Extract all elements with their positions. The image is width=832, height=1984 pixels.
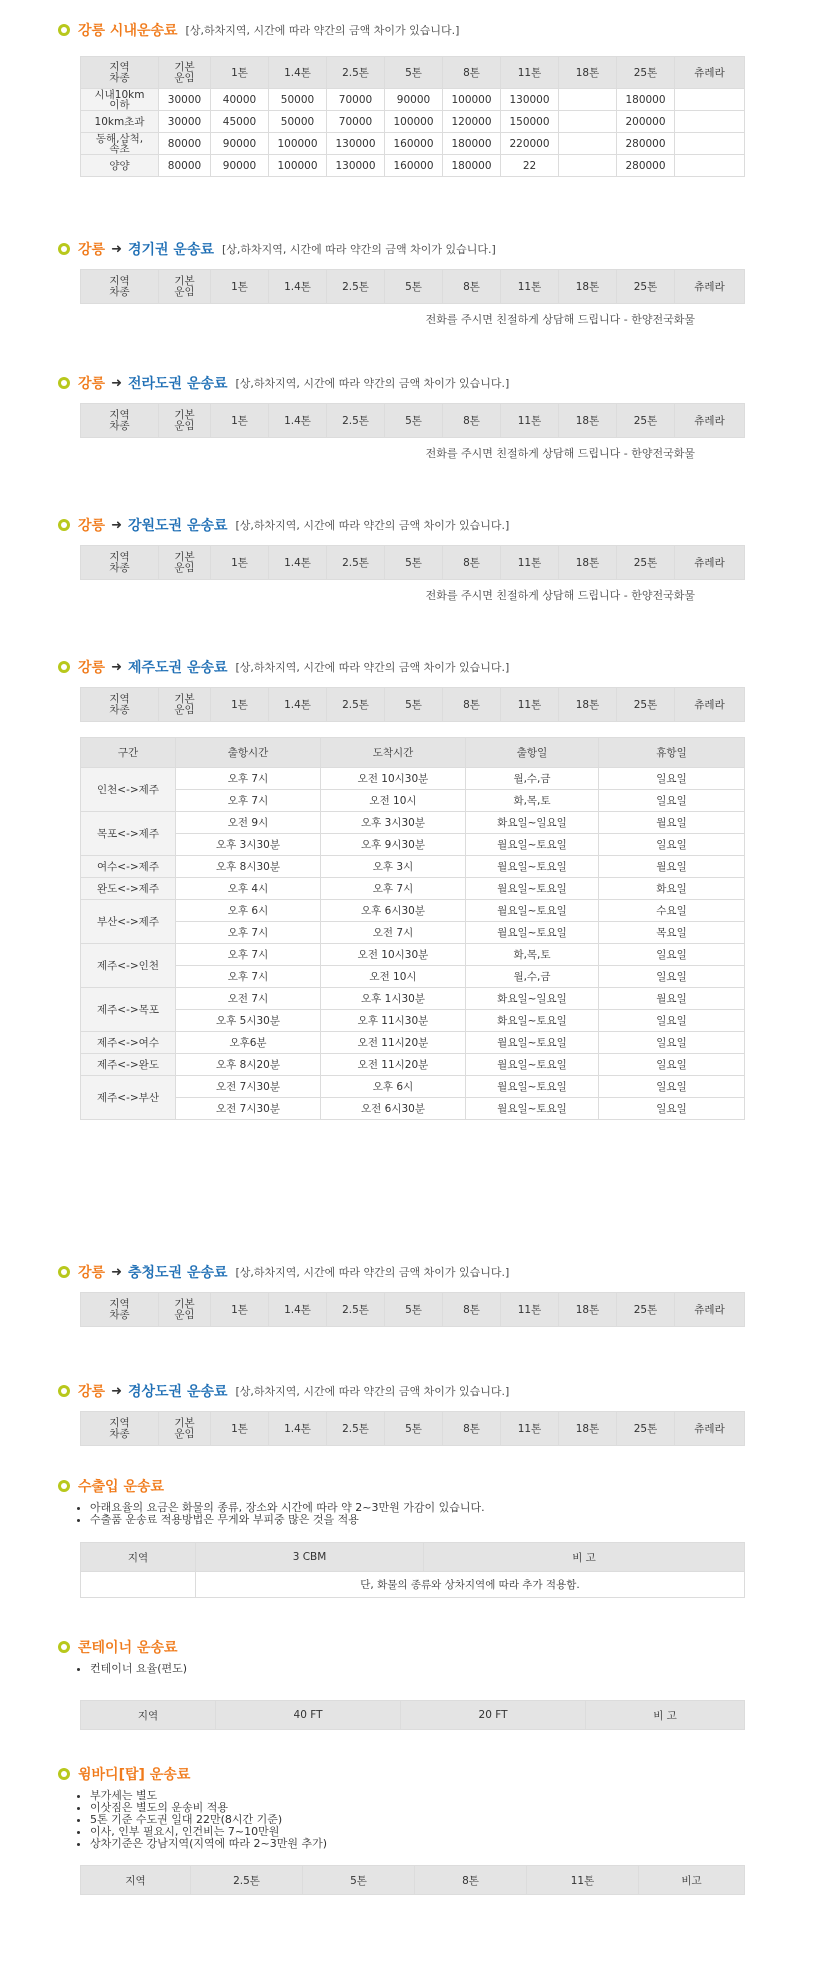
rate-table xyxy=(80,269,745,304)
rate-cell: 130000 xyxy=(501,89,559,111)
title-note: [상,하차지역, 시간에 따라 약간의 금액 차이가 있습니다.] xyxy=(235,519,510,532)
schedule-cell: 수요일 xyxy=(599,900,745,922)
row-label: 동해,삼척, 속초 xyxy=(81,133,159,155)
schedule-cell: 오전 7시30분 xyxy=(176,1076,321,1098)
schedule-cell: 월요일~토요일 xyxy=(466,1054,599,1076)
contact-note: 전화를 주시면 친절하게 상담해 드립니다 - 한양전국화물 xyxy=(425,313,695,326)
header-ton: 1.4톤 xyxy=(269,57,327,89)
list-item: • 컨테이너 요율(편도) xyxy=(90,1663,758,1675)
schedule-cell: 일요일 xyxy=(599,944,745,966)
header-ton: 2.5톤 xyxy=(327,1293,385,1327)
header-ton: 18톤 xyxy=(559,57,617,89)
title-note: [상,하차지역, 시간에 따라 약간의 금액 차이가 있습니다.] xyxy=(235,1385,510,1398)
schedule-cell: 오후 3시 xyxy=(321,856,466,878)
section-gyeonggi xyxy=(58,239,758,326)
arrow-right-icon: ➜ xyxy=(111,517,122,533)
header-ton: 츄레라 xyxy=(675,1412,745,1446)
header-ton: 8톤 xyxy=(443,688,501,722)
schedule-cell: 오전 10시 xyxy=(321,966,466,988)
header-ton: 8톤 xyxy=(443,1293,501,1327)
bullet-icon xyxy=(58,519,70,531)
title-note: [상,하차지역, 시간에 따라 약간의 금액 차이가 있습니다.] xyxy=(185,24,460,37)
list-item: • 부가세는 별도 xyxy=(90,1790,758,1802)
header-ton: 18톤 xyxy=(559,270,617,304)
title-text: 강릉 시내운송료 xyxy=(78,23,178,39)
rate-cell: 160000 xyxy=(385,155,443,177)
schedule-cell: 월요일~토요일 xyxy=(466,856,599,878)
route-cell: 인천<->제주 xyxy=(81,768,176,812)
header-ton: 츄레라 xyxy=(675,1293,745,1327)
route-cell: 부산<->제주 xyxy=(81,900,176,944)
header-cell: 출항시간 xyxy=(176,738,321,768)
header-cell: 구간 xyxy=(81,738,176,768)
rate-cell: 80000 xyxy=(159,133,211,155)
header-cell: 5톤 xyxy=(303,1866,415,1895)
header-cell: 비 고 xyxy=(424,1543,745,1572)
section-chungcheong xyxy=(58,1262,758,1321)
header-ton: 1.4톤 xyxy=(269,1293,327,1327)
header-ton: 18톤 xyxy=(559,1293,617,1327)
title-note: [상,하차지역, 시간에 따라 약간의 금액 차이가 있습니다.] xyxy=(235,377,510,390)
bullet-icon xyxy=(58,1266,70,1278)
title-origin: 강릉 xyxy=(78,1384,106,1400)
rate-cell: 50000 xyxy=(269,111,327,133)
rate-cell xyxy=(675,155,745,177)
rate-table xyxy=(80,687,745,722)
list-item: • 5톤 기준 수도권 일대 22만(8시간 기준) xyxy=(90,1814,758,1826)
rate-cell: 160000 xyxy=(385,133,443,155)
schedule-cell: 오후 4시 xyxy=(176,878,321,900)
header-ton: 8톤 xyxy=(443,1412,501,1446)
header-cell: 2.5톤 xyxy=(191,1866,303,1895)
schedule-cell: 화요일~일요일 xyxy=(466,812,599,834)
schedule-cell: 오후 7시 xyxy=(176,922,321,944)
route-cell: 제주<->목포 xyxy=(81,988,176,1032)
header-ton: 1.4톤 xyxy=(269,546,327,580)
header-cell: 지역 xyxy=(81,1701,216,1730)
header-ton: 1톤 xyxy=(211,404,269,438)
header-ton: 18톤 xyxy=(559,1412,617,1446)
header-ton: 11톤 xyxy=(501,57,559,89)
header-ton: 18톤 xyxy=(559,404,617,438)
schedule-cell: 월,수,금 xyxy=(466,768,599,790)
header-base-fare: 기본 운임 xyxy=(159,1293,211,1327)
arrow-right-icon: ➜ xyxy=(111,659,122,675)
schedule-cell: 월요일~토요일 xyxy=(466,1098,599,1120)
rate-cell: 280000 xyxy=(617,155,675,177)
schedule-cell: 오전 10시30분 xyxy=(321,768,466,790)
rate-cell: 90000 xyxy=(385,89,443,111)
header-ton: 8톤 xyxy=(443,546,501,580)
schedule-cell: 오후 5시30분 xyxy=(176,1010,321,1032)
schedule-cell: 오후 11시30분 xyxy=(321,1010,466,1032)
list-item: • 이삿짐은 별도의 운송비 적용 xyxy=(90,1802,758,1814)
header-ton: 1톤 xyxy=(211,270,269,304)
schedule-cell: 월요일~토요일 xyxy=(466,922,599,944)
schedule-cell: 오후 7시 xyxy=(176,768,321,790)
rate-cell: 90000 xyxy=(211,155,269,177)
header-ton: 11톤 xyxy=(501,688,559,722)
rate-cell: 40000 xyxy=(211,89,269,111)
header-ton: 1.4톤 xyxy=(269,1412,327,1446)
header-base-fare: 기본 운임 xyxy=(159,1412,211,1446)
schedule-cell: 월요일~토요일 xyxy=(466,878,599,900)
schedule-cell: 일요일 xyxy=(599,1076,745,1098)
bullet-icon xyxy=(58,377,70,389)
header-ton: 2.5톤 xyxy=(327,1412,385,1446)
schedule-cell: 오후 6시 xyxy=(176,900,321,922)
rate-cell: 150000 xyxy=(501,111,559,133)
section-city-rates xyxy=(58,20,758,172)
route-cell: 제주<->부산 xyxy=(81,1076,176,1120)
rate-table xyxy=(80,403,745,438)
schedule-cell: 오전 11시20분 xyxy=(321,1054,466,1076)
row-label: 10km초과 xyxy=(81,111,159,133)
rate-cell: 90000 xyxy=(211,133,269,155)
header-cell: 도착시간 xyxy=(321,738,466,768)
header-cell: 3 CBM xyxy=(196,1543,424,1572)
title-origin: 강릉 xyxy=(78,1265,106,1281)
header-base-fare: 기본 운임 xyxy=(159,57,211,89)
schedule-cell: 월요일~토요일 xyxy=(466,834,599,856)
schedule-cell: 오후 7시 xyxy=(176,966,321,988)
schedule-cell: 일요일 xyxy=(599,768,745,790)
section-title xyxy=(58,1637,758,1657)
schedule-cell: 오전 6시30분 xyxy=(321,1098,466,1120)
title-dest: 제주도권 운송료 xyxy=(127,660,228,676)
rate-cell: 30000 xyxy=(159,89,211,111)
header-ton: 1.4톤 xyxy=(269,404,327,438)
header-ton: 1.4톤 xyxy=(269,688,327,722)
schedule-cell: 일요일 xyxy=(599,966,745,988)
rate-cell: 70000 xyxy=(327,111,385,133)
header-base-fare: 기본 운임 xyxy=(159,270,211,304)
notes-list xyxy=(58,1790,758,1850)
header-region-type: 지역 차종 xyxy=(81,270,159,304)
schedule-cell: 화,목,토 xyxy=(466,790,599,812)
section-jeju xyxy=(58,657,758,1115)
header-cell: 출항일 xyxy=(466,738,599,768)
list-item: • 상차기준은 강남지역(지역에 따라 2~3만원 추가) xyxy=(90,1838,758,1850)
header-ton: 1.4톤 xyxy=(269,270,327,304)
schedule-cell: 오후 7시 xyxy=(176,944,321,966)
rate-cell: 120000 xyxy=(443,111,501,133)
header-ton: 2.5톤 xyxy=(327,57,385,89)
bullet-icon xyxy=(58,243,70,255)
arrow-right-icon: ➜ xyxy=(111,1264,122,1280)
title-dest: 전라도권 운송료 xyxy=(127,376,228,392)
rate-cell xyxy=(559,89,617,111)
title-text: 콘테이너 운송료 xyxy=(78,1640,178,1656)
header-ton: 25톤 xyxy=(617,688,675,722)
rate-cell: 180000 xyxy=(617,89,675,111)
schedule-cell: 일요일 xyxy=(599,1098,745,1120)
rate-cell: 100000 xyxy=(269,133,327,155)
schedule-cell: 일요일 xyxy=(599,1054,745,1076)
header-ton: 18톤 xyxy=(559,688,617,722)
header-ton: 25톤 xyxy=(617,1293,675,1327)
header-ton: 18톤 xyxy=(559,546,617,580)
title-dest: 경상도권 운송료 xyxy=(127,1384,228,1400)
arrow-right-icon: ➜ xyxy=(111,241,122,257)
header-ton: 11톤 xyxy=(501,1412,559,1446)
header-ton: 25톤 xyxy=(617,546,675,580)
header-ton: 5톤 xyxy=(385,1412,443,1446)
rate-cell xyxy=(559,155,617,177)
header-ton: 츄레라 xyxy=(675,688,745,722)
header-cell: 비 고 xyxy=(586,1701,745,1730)
header-cell: 11톤 xyxy=(527,1866,639,1895)
section-title xyxy=(58,1381,758,1401)
schedule-cell: 월,수,금 xyxy=(466,966,599,988)
schedule-cell: 오전 7시 xyxy=(176,988,321,1010)
section-title xyxy=(58,515,758,535)
route-cell: 제주<->여수 xyxy=(81,1032,176,1054)
header-ton: 5톤 xyxy=(385,404,443,438)
schedule-cell: 오후6분 xyxy=(176,1032,321,1054)
schedule-cell: 목요일 xyxy=(599,922,745,944)
rate-cell: 50000 xyxy=(269,89,327,111)
rate-cell xyxy=(675,89,745,111)
header-ton: 1톤 xyxy=(211,688,269,722)
header-ton: 25톤 xyxy=(617,57,675,89)
header-cell: 8톤 xyxy=(415,1866,527,1895)
notes-list xyxy=(58,1663,758,1675)
title-dest: 강원도권 운송료 xyxy=(127,518,228,534)
section-export-import xyxy=(58,1476,758,1591)
header-ton: 11톤 xyxy=(501,1293,559,1327)
header-ton: 5톤 xyxy=(385,57,443,89)
header-base-fare: 기본 운임 xyxy=(159,404,211,438)
schedule-cell: 오전 7시30분 xyxy=(176,1098,321,1120)
header-region-type: 지역 차종 xyxy=(81,57,159,89)
city-rate-table xyxy=(80,56,745,177)
title-origin: 강릉 xyxy=(78,518,106,534)
title-text: 윙바디[탑] 운송료 xyxy=(78,1767,191,1783)
schedule-cell: 월요일 xyxy=(599,988,745,1010)
schedule-cell: 오후 1시30분 xyxy=(321,988,466,1010)
bullet-icon xyxy=(58,1768,70,1780)
header-ton: 5톤 xyxy=(385,546,443,580)
schedule-cell: 오후 9시30분 xyxy=(321,834,466,856)
schedule-cell: 화요일 xyxy=(599,878,745,900)
arrow-right-icon: ➜ xyxy=(111,375,122,391)
header-ton: 5톤 xyxy=(385,1293,443,1327)
header-ton: 2.5톤 xyxy=(327,404,385,438)
title-text: 수출입 운송료 xyxy=(78,1479,165,1495)
header-ton: 1톤 xyxy=(211,57,269,89)
header-region-type: 지역 차종 xyxy=(81,546,159,580)
title-origin: 강릉 xyxy=(78,376,106,392)
schedule-cell: 월요일~토요일 xyxy=(466,1032,599,1054)
section-title xyxy=(58,1262,758,1282)
section-container xyxy=(58,1637,758,1722)
rate-cell xyxy=(675,111,745,133)
rate-cell xyxy=(559,133,617,155)
row-label: 시내10km 이하 xyxy=(81,89,159,111)
schedule-cell: 일요일 xyxy=(599,834,745,856)
header-ton: 츄레라 xyxy=(675,270,745,304)
header-cell: 지역 xyxy=(81,1543,196,1572)
schedule-cell: 월요일 xyxy=(599,856,745,878)
list-item: • 아래요율의 요금은 화물의 종류, 장소와 시간에 따라 약 2~3만원 가감이 있습니다. xyxy=(90,1502,758,1514)
header-ton: 8톤 xyxy=(443,57,501,89)
schedule-cell: 오후 8시30분 xyxy=(176,856,321,878)
rate-cell: 100000 xyxy=(385,111,443,133)
schedule-cell: 오후 6시30분 xyxy=(321,900,466,922)
rate-cell: 22 xyxy=(501,155,559,177)
bullet-icon xyxy=(58,1480,70,1492)
schedule-cell: 오후 3시30분 xyxy=(176,834,321,856)
bullet-icon xyxy=(58,24,70,36)
schedule-cell: 오전 9시 xyxy=(176,812,321,834)
rate-cell: 180000 xyxy=(443,155,501,177)
rate-cell: 70000 xyxy=(327,89,385,111)
remark-cell: 단, 화물의 종류와 상차지역에 따라 추가 적용함. xyxy=(196,1572,745,1598)
schedule-cell: 화,목,토 xyxy=(466,944,599,966)
route-cell: 목포<->제주 xyxy=(81,812,176,856)
section-gyeongsang xyxy=(58,1381,758,1440)
header-cell: 20 FT xyxy=(401,1701,586,1730)
header-region-type: 지역 차종 xyxy=(81,688,159,722)
bullet-icon xyxy=(58,1385,70,1397)
route-cell: 제주<->인천 xyxy=(81,944,176,988)
table-cell xyxy=(81,1572,196,1598)
schedule-cell: 오전 11시20분 xyxy=(321,1032,466,1054)
section-jeolla xyxy=(58,373,758,460)
rate-cell: 45000 xyxy=(211,111,269,133)
rate-cell: 280000 xyxy=(617,133,675,155)
header-ton: 2.5톤 xyxy=(327,270,385,304)
schedule-cell: 월요일~토요일 xyxy=(466,900,599,922)
schedule-cell: 월요일~토요일 xyxy=(466,1076,599,1098)
header-region-type: 지역 차종 xyxy=(81,404,159,438)
schedule-cell: 월요일 xyxy=(599,812,745,834)
list-item: • 수출품 운송료 적용방법은 무게와 부피중 많은 것을 적용 xyxy=(90,1514,758,1526)
title-note: [상,하차지역, 시간에 따라 약간의 금액 차이가 있습니다.] xyxy=(222,243,496,256)
header-ton: 25톤 xyxy=(617,404,675,438)
header-ton: 츄레라 xyxy=(675,546,745,580)
header-cell: 비고 xyxy=(639,1866,745,1895)
title-dest: 충청도권 운송료 xyxy=(127,1265,228,1281)
header-ton: 25톤 xyxy=(617,270,675,304)
title-note: [상,하차지역, 시간에 따라 약간의 금액 차이가 있습니다.] xyxy=(235,661,510,674)
schedule-cell: 오후 8시20분 xyxy=(176,1054,321,1076)
rate-cell xyxy=(559,111,617,133)
schedule-cell: 오후 6시 xyxy=(321,1076,466,1098)
rate-cell: 220000 xyxy=(501,133,559,155)
rate-table xyxy=(80,1411,745,1446)
schedule-cell: 오전 10시 xyxy=(321,790,466,812)
header-ton: 11톤 xyxy=(501,546,559,580)
bullet-icon xyxy=(58,1641,70,1653)
header-ton: 8톤 xyxy=(443,404,501,438)
container-table xyxy=(80,1700,745,1730)
header-ton: 1톤 xyxy=(211,1412,269,1446)
schedule-cell: 오후 7시 xyxy=(321,878,466,900)
notes-list xyxy=(58,1502,758,1526)
header-ton: 11톤 xyxy=(501,270,559,304)
section-title xyxy=(58,1764,758,1784)
schedule-cell: 일요일 xyxy=(599,790,745,812)
rate-cell: 30000 xyxy=(159,111,211,133)
section-title xyxy=(58,1476,758,1496)
section-title xyxy=(58,20,758,40)
header-ton: 1톤 xyxy=(211,546,269,580)
ferry-schedule-table xyxy=(80,737,745,1120)
rate-cell: 100000 xyxy=(269,155,327,177)
title-origin: 강릉 xyxy=(78,660,106,676)
schedule-cell: 오후 7시 xyxy=(176,790,321,812)
contact-note: 전화를 주시면 친절하게 상담해 드립니다 - 한양전국화물 xyxy=(425,589,695,602)
arrow-right-icon: ➜ xyxy=(111,1383,122,1399)
section-title xyxy=(58,657,758,677)
header-ton: 5톤 xyxy=(385,688,443,722)
header-cell: 휴항일 xyxy=(599,738,745,768)
contact-note: 전화를 주시면 친절하게 상담해 드립니다 - 한양전국화물 xyxy=(425,447,695,460)
header-ton: 츄레라 xyxy=(675,57,745,89)
rate-cell: 130000 xyxy=(327,155,385,177)
rate-cell xyxy=(675,133,745,155)
header-ton: 11톤 xyxy=(501,404,559,438)
header-cell: 지역 xyxy=(81,1866,191,1895)
schedule-cell: 오전 10시30분 xyxy=(321,944,466,966)
wingbody-table xyxy=(80,1865,745,1895)
header-ton: 25톤 xyxy=(617,1412,675,1446)
header-region-type: 지역 차종 xyxy=(81,1412,159,1446)
row-label: 양양 xyxy=(81,155,159,177)
section-title xyxy=(58,373,758,393)
rate-cell: 180000 xyxy=(443,133,501,155)
header-cell: 40 FT xyxy=(216,1701,401,1730)
section-gangwon xyxy=(58,515,758,602)
rate-cell: 130000 xyxy=(327,133,385,155)
header-ton: 5톤 xyxy=(385,270,443,304)
route-cell: 여수<->제주 xyxy=(81,856,176,878)
export-table xyxy=(80,1542,745,1598)
list-item: • 이사, 인부 필요시, 인건비는 7~10만원 xyxy=(90,1826,758,1838)
header-ton: 츄레라 xyxy=(675,404,745,438)
rate-cell: 100000 xyxy=(443,89,501,111)
route-cell: 제주<->완도 xyxy=(81,1054,176,1076)
schedule-cell: 화요일~토요일 xyxy=(466,1010,599,1032)
section-wingbody xyxy=(58,1764,758,1887)
title-dest: 경기권 운송료 xyxy=(127,242,214,258)
header-region-type: 지역 차종 xyxy=(81,1293,159,1327)
route-cell: 완도<->제주 xyxy=(81,878,176,900)
rate-table xyxy=(80,1292,745,1327)
bullet-icon xyxy=(58,661,70,673)
rate-cell: 200000 xyxy=(617,111,675,133)
title-origin: 강릉 xyxy=(78,242,106,258)
schedule-cell: 화요일~일요일 xyxy=(466,988,599,1010)
header-ton: 2.5톤 xyxy=(327,688,385,722)
schedule-cell: 일요일 xyxy=(599,1032,745,1054)
header-ton: 1톤 xyxy=(211,1293,269,1327)
section-title xyxy=(58,239,758,259)
title-note: [상,하차지역, 시간에 따라 약간의 금액 차이가 있습니다.] xyxy=(235,1266,510,1279)
header-base-fare: 기본 운임 xyxy=(159,546,211,580)
schedule-cell: 오전 7시 xyxy=(321,922,466,944)
schedule-cell: 오후 3시30분 xyxy=(321,812,466,834)
rate-table xyxy=(80,545,745,580)
header-ton: 8톤 xyxy=(443,270,501,304)
schedule-cell: 일요일 xyxy=(599,1010,745,1032)
header-base-fare: 기본 운임 xyxy=(159,688,211,722)
rate-cell: 80000 xyxy=(159,155,211,177)
header-ton: 2.5톤 xyxy=(327,546,385,580)
